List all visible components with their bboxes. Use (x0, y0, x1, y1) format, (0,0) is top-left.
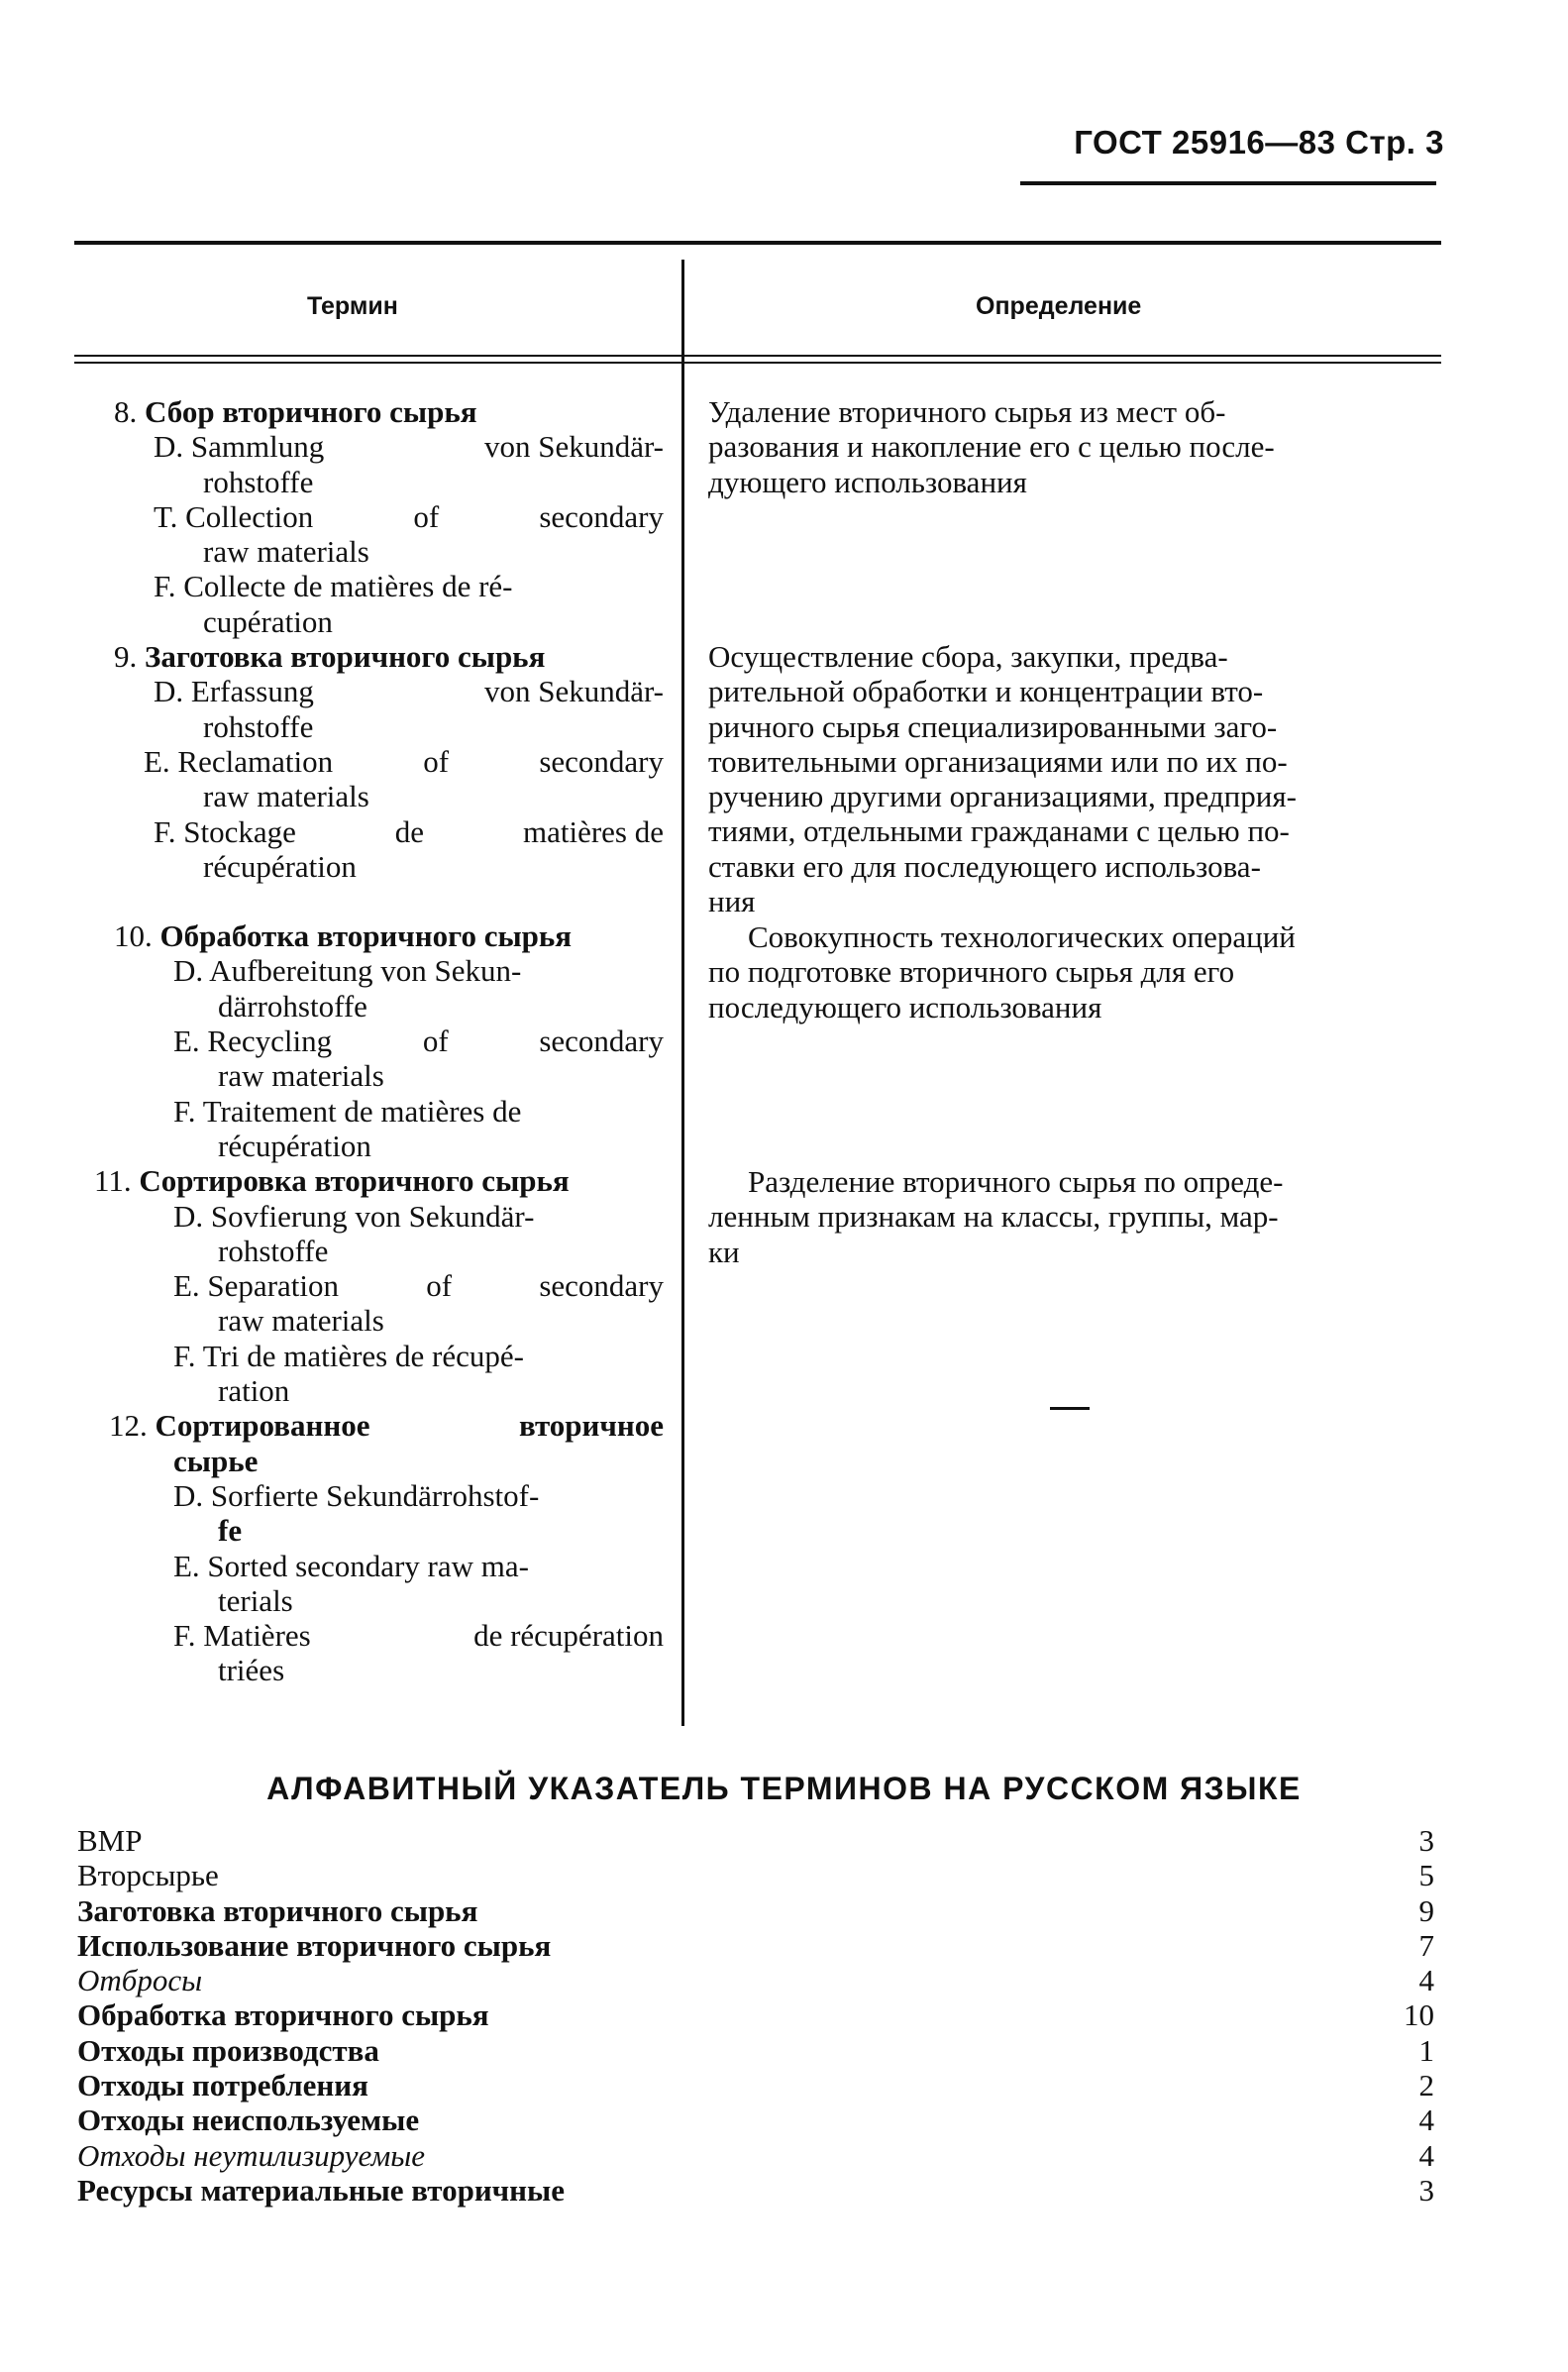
index-entry-text: Отходы производства (77, 2032, 379, 2068)
term-entry-9 (84, 639, 664, 884)
index-entry-page: 4 (1418, 1963, 1434, 1998)
index-entry (77, 2102, 1434, 2137)
term-line: F. Matières de récupération (173, 1618, 664, 1654)
term-line: raw materials (218, 1058, 384, 1094)
index-entry-page: 1 (1418, 2032, 1434, 2068)
index-entry-text: Отходы неиспользуемые (77, 2102, 420, 2138)
term-number: 12. (109, 1408, 148, 1444)
definition-line: ставки его для последующего использова- (708, 848, 1261, 884)
term-line: därrohstoffe (218, 988, 367, 1024)
term-line: D. Sammlung von Sekundär- (154, 429, 664, 465)
term-line: récupération (218, 1128, 371, 1163)
term-line: cupération (203, 603, 333, 639)
term-line: raw materials (203, 534, 369, 570)
table-header-rule (74, 355, 1441, 357)
term-entry-10 (84, 918, 664, 1163)
index-entry-page: 4 (1418, 2102, 1434, 2138)
definition-line: ния (708, 884, 756, 919)
index-entry-page: 4 (1418, 2137, 1434, 2173)
index-title: АЛФАВИТНЫЙ УКАЗАТЕЛЬ ТЕРМИНОВ НА РУССКОМ ЯЗЫКЕ (266, 1771, 1302, 1806)
index-entry-text: Отходы потребления (77, 2068, 368, 2103)
table-top-rule (74, 241, 1441, 245)
index-entry-page: 10 (1404, 1997, 1434, 2033)
index-entry (77, 1858, 1434, 1892)
index-entry-text: Ресурсы материальные вторичные (77, 2172, 565, 2208)
definition-line: последующего использования (708, 989, 1102, 1024)
definition-line: по подготовке вторичного сырья для его (708, 954, 1235, 990)
term-number: 11. (94, 1163, 132, 1199)
column-header-definition: Определение (976, 292, 1142, 320)
index-entry-text: Заготовка вторичного сырья (77, 1892, 478, 1928)
term-line: raw materials (203, 779, 369, 814)
definition-line: ричного сырья специализированными заго- (708, 708, 1278, 744)
term-line: F. Tri de matières de récupé- (173, 1338, 524, 1373)
definition-line: ки (708, 1234, 740, 1269)
term-title (84, 1408, 664, 1443)
term-line: triées (218, 1653, 285, 1688)
page-header: ГОСТ 25916—83 Стр. 3 (1074, 124, 1444, 161)
term-line: raw materials (218, 1303, 384, 1339)
index-entry (77, 1928, 1434, 1963)
index-entry-text: Вторсырье (77, 1858, 219, 1893)
term-line: D. Aufbereitung von Sekun- (173, 953, 522, 989)
term-line: rohstoffe (203, 464, 314, 499)
term-line: D. Sorfierte Sekundärrohstof- (173, 1477, 540, 1513)
definition-line: разования и накопление его с целью после- (708, 429, 1275, 465)
term-title (84, 394, 664, 429)
term-name: Обработка вторичного сырья (159, 918, 573, 954)
term-title (84, 918, 664, 953)
term-line: E. Reclamation of secondary (144, 743, 664, 779)
term-line: fe (218, 1513, 243, 1549)
index-entry-text: Обработка вторичного сырья (77, 1997, 489, 2033)
term-line: terials (218, 1582, 293, 1618)
definition-9 (708, 639, 1441, 918)
term-entry-8 (84, 394, 664, 639)
term-line: F. Traitement de matières de (173, 1093, 522, 1129)
term-line: F. Stockage de matières de (154, 813, 664, 849)
definition-11 (708, 1164, 1441, 1269)
term-title (84, 639, 664, 674)
index-entry-page: 7 (1418, 1927, 1434, 1963)
index-entry-text: Отбросы (77, 1963, 203, 1998)
definition-line: товительными организациями или по их по- (708, 743, 1288, 779)
index-entry-page: 2 (1418, 2068, 1434, 2103)
term-line: F. Collecte de matières de ré- (154, 569, 513, 604)
alphabetical-index (77, 1823, 1434, 2208)
definition-line: рительной обработки и концентрации вто- (708, 674, 1264, 709)
term-entry-11 (84, 1163, 664, 1408)
column-header-term: Термин (307, 292, 398, 320)
index-entry-page: 5 (1418, 1858, 1434, 1893)
definition-10 (708, 919, 1441, 1024)
term-line: ration (218, 1373, 290, 1409)
index-entry (77, 2173, 1434, 2208)
index-entry (77, 1963, 1434, 1997)
definition-line: тиями, отдельными гражданами с целью по- (708, 813, 1290, 849)
term-line: E. Recycling of secondary (173, 1024, 664, 1059)
term-name: Заготовка вторичного сырья (145, 639, 546, 675)
index-entry-text: Отходы неутилизируемые (77, 2137, 426, 2173)
term-name: Сбор вторичного сырья (145, 394, 477, 429)
term-line: rohstoffe (218, 1233, 329, 1268)
term-line: T. Collection of secondary (154, 498, 664, 534)
index-entry-page: 9 (1418, 1892, 1434, 1928)
definition-line: Совокупность технологических операций (748, 919, 1296, 954)
term-name-cont: вторичное (519, 1408, 664, 1444)
index-entry (77, 1823, 1434, 1858)
term-name-cont: сырье (173, 1443, 259, 1478)
header-rule (1020, 181, 1436, 185)
index-entry (77, 1997, 1434, 2032)
empty-definition-dash (1050, 1407, 1090, 1410)
index-entry-text: ВМР (77, 1823, 143, 1858)
index-entry (77, 1893, 1434, 1928)
terms-column (84, 394, 664, 1688)
definition-line: Разделение вторичного сырья по опреде- (748, 1164, 1284, 1199)
index-entry (77, 2068, 1434, 2102)
term-number: 9. (114, 639, 138, 675)
term-line: D. Sovfierung von Sekundär- (173, 1198, 535, 1234)
column-divider (681, 260, 684, 1726)
definition-8 (708, 394, 1441, 499)
term-line: D. Erfassung von Sekundär- (154, 674, 664, 709)
index-entry-text: Использование вторичного сырья (77, 1927, 552, 1963)
table-header-rule-double (74, 362, 1441, 364)
index-entry (77, 2033, 1434, 2068)
index-entry-page: 3 (1418, 1823, 1434, 1858)
term-line: récupération (203, 848, 357, 884)
index-entry (77, 2138, 1434, 2173)
definition-line: дующего использования (708, 464, 1027, 499)
term-number: 10. (114, 918, 153, 954)
definition-line: Осуществление сбора, закупки, предва- (708, 639, 1228, 674)
term-entry-12 (84, 1408, 664, 1687)
index-entry-page: 3 (1418, 2172, 1434, 2208)
term-title (84, 1163, 664, 1198)
term-number: 8. (114, 394, 138, 429)
definition-line: ленным признакам на классы, группы, мар- (708, 1199, 1279, 1235)
term-line: E. Separation of secondary (173, 1268, 664, 1304)
term-name: Сортированное (155, 1408, 370, 1444)
term-name: Сортировка вторичного сырья (139, 1163, 570, 1199)
term-line: E. Sorted secondary raw ma- (173, 1548, 529, 1583)
term-line: rohstoffe (203, 708, 314, 744)
definition-line: ручению другими организациями, предприя- (708, 779, 1297, 814)
definition-line: Удаление вторичного сырья из мест об- (708, 394, 1226, 429)
